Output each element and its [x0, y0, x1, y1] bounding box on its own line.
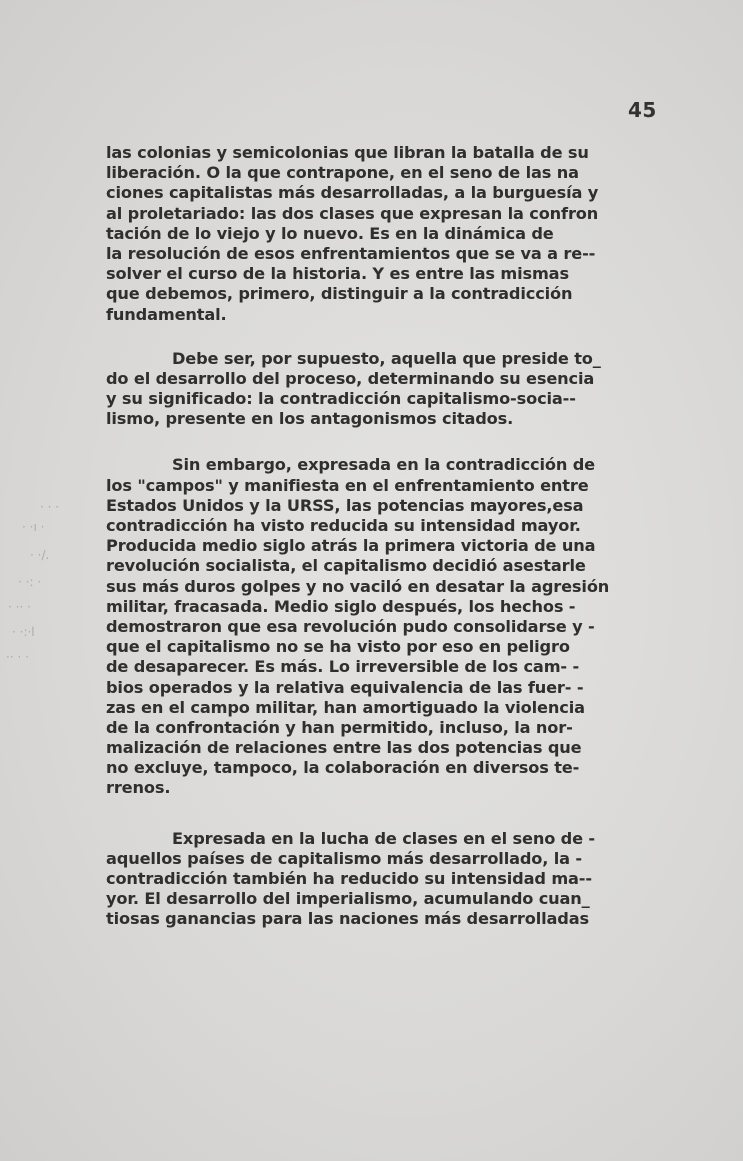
- text-line: rrenos.: [106, 778, 171, 798]
- text-line: do el desarrollo del proceso, determinando su esencia: [106, 368, 595, 388]
- bleed-mark: · ·:·l: [12, 625, 35, 639]
- text-line: aquellos países de capitalismo más desarrollado, la -: [106, 848, 582, 868]
- body-text: [106, 143, 672, 954]
- text-line: tación de lo viejo y lo nuevo. Es en la dinámica de: [106, 223, 554, 243]
- text-line: liberación. O la que contrapone, en el seno de las na: [106, 163, 579, 183]
- text-line: fundamental.: [106, 304, 227, 324]
- page-number: 45: [628, 98, 657, 122]
- text-line: al proletariado: las dos clases que expresan la confron: [106, 203, 599, 223]
- text-line: solver el curso de la historia. Y es entre las mismas: [106, 264, 569, 284]
- bleed-mark: · · ·: [40, 500, 60, 514]
- text-line: demostraron que esa revolución pudo consolidarse y -: [106, 616, 595, 636]
- text-line: bios operados y la relativa equivalencia de las fuer- -: [106, 677, 584, 697]
- text-line: Producida medio siglo atrás la primera victoria de una: [106, 536, 596, 556]
- text-line: los "campos" y manifiesta en el enfrentamiento entre: [106, 475, 589, 495]
- text-line: de desaparecer. Es más. Lo irreversible de los cam- -: [106, 657, 580, 677]
- bleed-mark: · ·: ·: [18, 575, 42, 589]
- text-line: que debemos, primero, distinguir a la contradicción: [106, 284, 573, 304]
- text-line: Expresada en la lucha de clases en el seno de -: [172, 828, 595, 848]
- text-line: contradicción ha visto reducida su intensidad mayor.: [106, 516, 581, 535]
- text-line: Debe ser, por supuesto, aquella que preside to_: [172, 348, 601, 368]
- bleed-mark: · ·· ·: [8, 600, 31, 614]
- paragraph: [106, 349, 672, 430]
- text-line: zas en el campo militar, han amortiguado la violencia: [106, 697, 585, 717]
- paragraph: [106, 143, 672, 325]
- text-line: lismo, presente en los antagonismos citados.: [106, 409, 514, 429]
- text-line: no excluye, tampoco, la colaboración en diversos te-: [106, 758, 580, 778]
- text-line: revolución socialista, el capitalismo decidió asestarle: [106, 556, 586, 576]
- paragraph: [106, 829, 672, 930]
- bleed-mark: ·· · ·: [6, 650, 29, 664]
- paragraph: [106, 455, 672, 798]
- text-line: que el capitalismo no se ha visto por eso en peligro: [106, 637, 570, 657]
- bleed-mark: · ·ı ·: [22, 520, 45, 534]
- text-line: la resolución de esos enfrentamientos que se va a re--: [106, 243, 596, 263]
- text-line: sus más duros golpes y no vaciló en desatar la agresión: [106, 576, 610, 596]
- bleed-mark: · ·/.: [30, 548, 50, 562]
- text-line: las colonias y semicolonias que libran la batalla de su: [106, 143, 589, 162]
- text-line: malización de relaciones entre las dos potencias que: [106, 738, 582, 758]
- text-line: y su significado: la contradicción capitalismo-socia--: [106, 389, 576, 409]
- text-line: yor. El desarrollo del imperialismo, acumulando cuan_: [106, 889, 590, 909]
- text-line: ciones capitalistas más desarrolladas, a la burguesía y: [106, 183, 599, 203]
- margin-bleed-through: [0, 0, 110, 1161]
- text-line: tiosas ganancias para las naciones más desarrolladas: [106, 909, 589, 929]
- text-line: Estados Unidos y la URSS, las potencias mayores,esa: [106, 495, 584, 515]
- text-line: de la confrontación y han permitido, incluso, la nor-: [106, 717, 573, 737]
- text-line: militar, fracasada. Medio siglo después, los hechos -: [106, 596, 576, 616]
- text-line: Sin embargo, expresada en la contradicción de: [172, 455, 595, 475]
- text-line: contradicción también ha reducido su intensidad ma--: [106, 869, 592, 888]
